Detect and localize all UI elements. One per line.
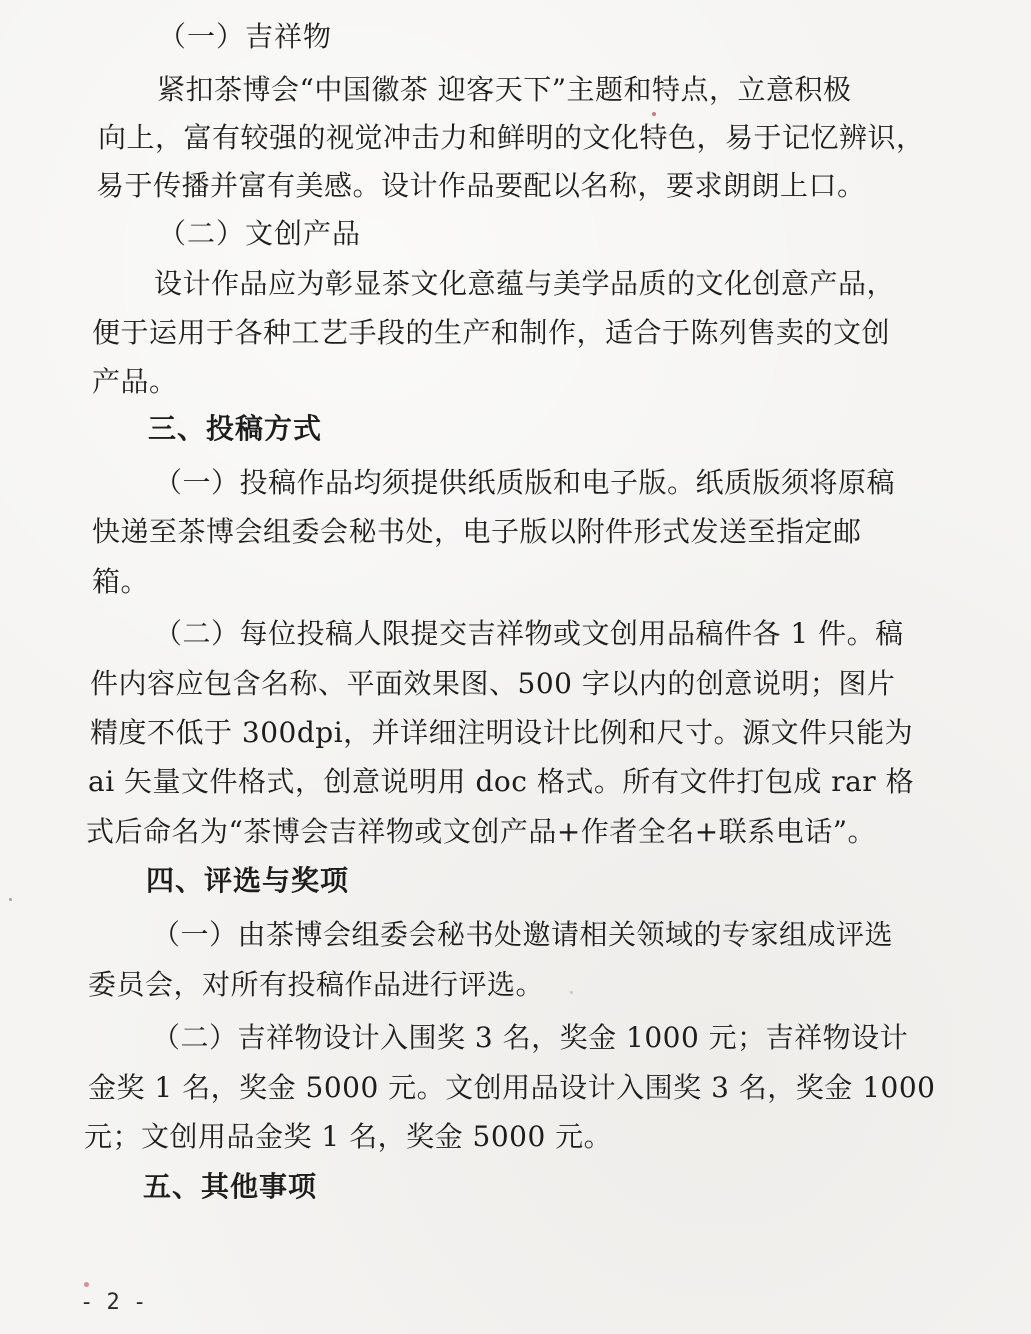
paragraph-line: 金奖 1 名，奖金 5000 元。文创用品设计入围奖 3 名，奖金 1000 [88, 1071, 936, 1104]
paragraph-line: 产品。 [92, 365, 178, 398]
paper-speck [9, 898, 12, 901]
paragraph-line: （一）由茶博会组委会秘书处邀请相关领域的专家组成评选 [152, 918, 894, 951]
section-heading-other-matters: 五、其他事项 [143, 1170, 318, 1203]
paragraph-line: ai 矢量文件格式，创意说明用 doc 格式。所有文件打包成 rar 格 [88, 765, 915, 798]
section-heading-selection-awards: 四、评选与奖项 [146, 864, 350, 897]
paragraph-line: 件内容应包含名称、平面效果图、500 字以内的创意说明；图片 [90, 667, 896, 700]
paragraph-line: 紧扣茶博会“中国徽茶 迎客天下”主题和特点，立意积极 [157, 73, 852, 106]
paragraph-line: 易于传播并富有美感。设计作品要配以名称，要求朗朗上口。 [96, 169, 866, 202]
paragraph-line: （二）吉祥物设计入围奖 3 名，奖金 1000 元；吉祥物设计 [152, 1021, 909, 1054]
paragraph-line: 快递至茶博会组委会秘书处，电子版以附件形式发送至指定邮 [92, 515, 862, 548]
paragraph-line: 式后命名为“茶博会吉祥物或文创产品+作者全名+联系电话”。 [86, 815, 877, 848]
paragraph-line: 元；文创用品金奖 1 名，奖金 5000 元。 [84, 1120, 613, 1153]
paragraph-line: 便于运用于各种工艺手段的生产和制作，适合于陈列售卖的文创 [92, 316, 891, 349]
paragraph-line: （一）投稿作品均须提供纸质版和电子版。纸质版须将原稿 [154, 466, 896, 499]
subsection-heading-mascot: （一）吉祥物 [158, 20, 333, 53]
page-number: - 2 - [80, 1290, 147, 1315]
paragraph-line: 箱。 [92, 565, 150, 598]
paper-speck [84, 1282, 89, 1287]
paragraph-line: （二）每位投稿人限提交吉祥物或文创用品稿件各 1 件。稿 [154, 617, 904, 650]
paper-speck [652, 112, 656, 116]
paragraph-line: 精度不低于 300dpi，并详细注明设计比例和尺寸。源文件只能为 [90, 716, 914, 749]
paragraph-line: 委员会，对所有投稿作品进行评选。 [88, 968, 545, 1001]
paper-speck [570, 991, 573, 994]
paragraph-line: 向上，富有较强的视觉冲击力和鲜明的文化特色，易于记忆辨识， [98, 121, 925, 154]
paragraph-line: 设计作品应为彰显茶文化意蕴与美学品质的文化创意产品， [154, 267, 896, 300]
subsection-heading-cultural-products: （二）文创产品 [158, 217, 362, 250]
section-heading-submission: 三、投稿方式 [148, 412, 323, 445]
